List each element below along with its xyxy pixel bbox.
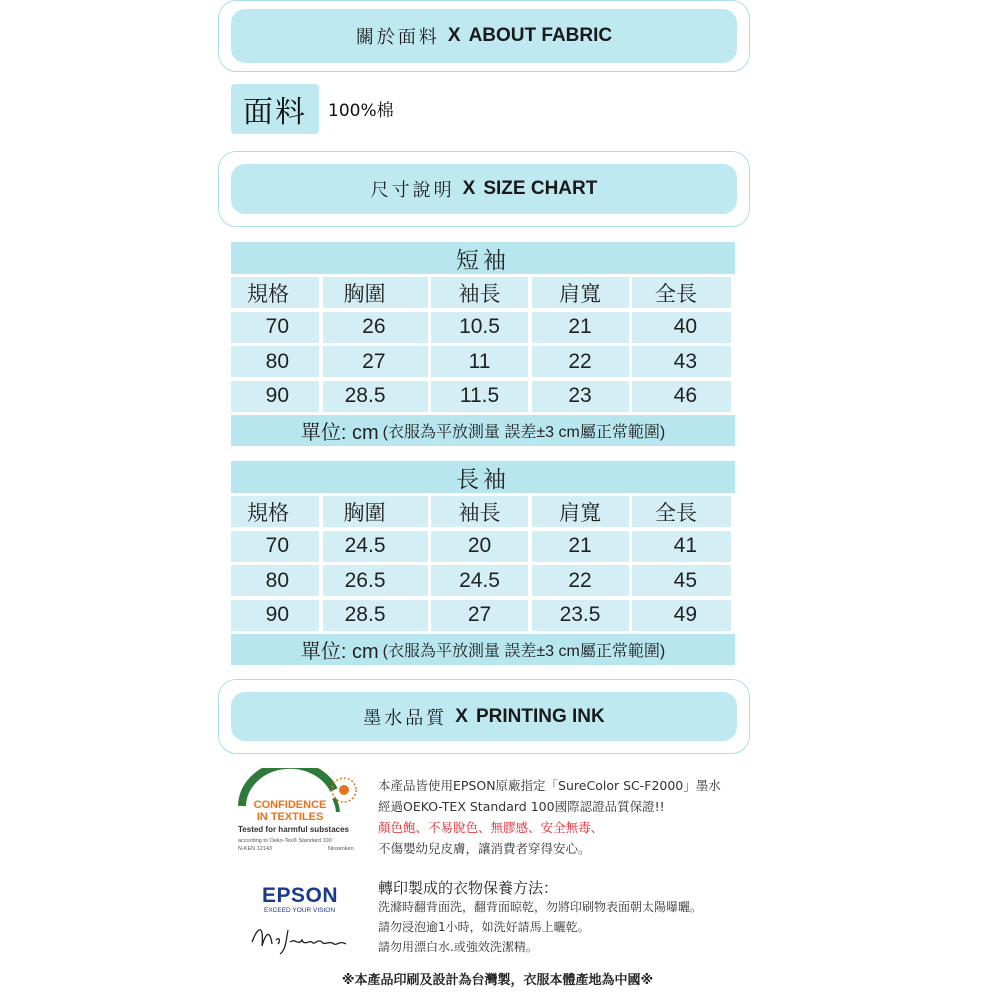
table-cell: 28.5 xyxy=(323,381,428,412)
table-cell: 27 xyxy=(431,600,528,631)
table-cell: 21 xyxy=(532,531,629,562)
table-cell: 70 xyxy=(231,531,319,562)
care-title: 轉印製成的衣物保養方法： xyxy=(378,879,559,897)
ink-feature: 不易脫色 xyxy=(428,820,479,835)
long-sleeve-table xyxy=(231,461,735,665)
header-cell: 袖長 xyxy=(431,496,528,527)
table-row xyxy=(231,312,735,343)
care-list xyxy=(378,897,748,957)
table-cell: 24.5 xyxy=(431,565,528,596)
table-cell: 26 xyxy=(323,312,428,343)
ink-description xyxy=(378,775,748,859)
size-chart-pill xyxy=(231,164,737,214)
fabric-value: 100%棉 xyxy=(328,101,394,121)
epson-logo-icon xyxy=(250,880,362,960)
table-row xyxy=(231,346,735,377)
table-cell: 90 xyxy=(231,600,319,631)
epson-logo xyxy=(250,880,362,964)
unit-note-text: (衣服為平放測量 誤差±3 cm屬正常範圍) xyxy=(382,643,666,660)
short-sleeve-table xyxy=(231,242,735,446)
ink-line-2: 經過OEKO-TEX Standard 100國際認證品質保證!! xyxy=(378,799,665,814)
oeko-tex-logo xyxy=(234,768,364,862)
table-cell: 80 xyxy=(231,565,319,596)
epson-brand-text: EPSON xyxy=(262,884,339,907)
banner-zh: 關於面料 xyxy=(355,27,440,48)
table-cell: 80 xyxy=(231,346,319,377)
table-cell: 23 xyxy=(532,381,629,412)
unit-note-text: (衣服為平放測量 誤差±3 cm屬正常範圍) xyxy=(382,424,666,441)
header-cell: 肩寬 xyxy=(532,496,629,527)
table-header-row xyxy=(231,277,735,308)
table-cell: 23.5 xyxy=(532,600,629,631)
signature-icon xyxy=(252,930,346,954)
ink-feature: 顏色飽 xyxy=(378,820,416,835)
header-cell: 袖長 xyxy=(431,277,528,308)
oeko-institute-text: Nissenken xyxy=(328,846,354,852)
banner-en: ABOUT FABRIC xyxy=(468,25,613,46)
header-cell: 全長 xyxy=(632,277,731,308)
table-cell: 24.5 xyxy=(323,531,428,562)
table-cell: 41 xyxy=(632,531,731,562)
header-cell: 胸圍 xyxy=(323,277,428,308)
banner-zh: 墨水品質 xyxy=(363,707,448,729)
banner-x: X xyxy=(462,178,476,199)
epson-tagline-text: EXCEED YOUR VISION xyxy=(264,907,336,914)
header-cell: 胸圍 xyxy=(323,496,428,527)
table-row xyxy=(231,565,735,596)
origin-footer: ※本產品印刷及設計為台灣製，衣服本體產地為中國※ xyxy=(341,973,654,988)
oeko-confidence-text: CONFIDENCE xyxy=(253,799,327,811)
table-cell: 21 xyxy=(532,312,629,343)
table-cell: 11.5 xyxy=(431,381,528,412)
fabric-label: 面料 xyxy=(231,84,319,134)
oeko-tex-logo-icon xyxy=(234,768,364,858)
table-row xyxy=(231,381,735,412)
about-fabric-banner xyxy=(218,0,750,72)
care-item: 請勿用漂白水.或強效洗潔精。 xyxy=(378,940,538,954)
table-title: 長袖 xyxy=(231,461,735,493)
banner-en: PRINTING INK xyxy=(475,705,605,727)
oeko-in-textiles-text: IN TEXTILES xyxy=(256,811,324,823)
table-cell: 11 xyxy=(431,346,528,377)
oeko-nken-text: N-KEN 12143 xyxy=(238,846,272,852)
table-cell: 90 xyxy=(231,381,319,412)
table-cell: 22 xyxy=(532,346,629,377)
table-cell: 46 xyxy=(632,381,731,412)
table-cell: 22 xyxy=(532,565,629,596)
table-cell: 49 xyxy=(632,600,731,631)
banner-en: SIZE CHART xyxy=(483,178,598,199)
table-cell: 26.5 xyxy=(323,565,428,596)
printing-ink-banner xyxy=(218,679,750,754)
unit-label: 單位: cm xyxy=(300,422,379,444)
table-header-row xyxy=(231,496,735,527)
table-cell: 28.5 xyxy=(323,600,428,631)
printing-ink-pill xyxy=(231,692,737,741)
header-cell: 肩寬 xyxy=(532,277,629,308)
header-cell: 規格 xyxy=(231,277,319,308)
table-cell: 20 xyxy=(431,531,528,562)
header-cell: 全長 xyxy=(632,496,731,527)
banner-x: X xyxy=(455,705,468,727)
table-row xyxy=(231,600,735,631)
care-item: 請勿浸泡逾1小時，如洗好請馬上曬乾。 xyxy=(378,920,590,934)
unit-label: 單位: cm xyxy=(300,641,379,663)
table-cell: 10.5 xyxy=(431,312,528,343)
banner-zh: 尺寸說明 xyxy=(370,180,455,201)
table-row xyxy=(231,531,735,562)
banner-x: X xyxy=(447,25,461,46)
unit-note xyxy=(231,415,735,446)
oeko-tested-text: Tested for harmful substaces xyxy=(238,825,349,834)
unit-note xyxy=(231,634,735,665)
table-cell: 70 xyxy=(231,312,319,343)
table-cell: 43 xyxy=(632,346,731,377)
table-cell: 40 xyxy=(632,312,731,343)
table-title: 短袖 xyxy=(231,242,735,274)
table-cell: 45 xyxy=(632,565,731,596)
size-chart-banner xyxy=(218,151,750,227)
ink-line-4: 不傷嬰幼兒皮膚，讓消費者穿得安心。 xyxy=(378,841,591,856)
table-cell: 27 xyxy=(323,346,428,377)
about-fabric-pill xyxy=(231,9,737,63)
oeko-according-text: according to Oeko-Tex® Standard 100 xyxy=(238,838,332,844)
ink-line-1: 本產品皆使用EPSON原廠指定「SureColor SC-F2000」墨水 xyxy=(378,778,721,793)
ink-feature: 安全無毒 xyxy=(540,820,591,835)
care-item: 洗滌時翻背面洗，翻背面晾乾，勿將印刷物表面朝太陽曝曬。 xyxy=(378,900,703,914)
ink-features: 顏色飽、不易脫色、無膠感、安全無毒、 xyxy=(378,820,604,835)
header-cell: 規格 xyxy=(231,496,319,527)
ink-feature: 無膠感 xyxy=(490,820,529,835)
